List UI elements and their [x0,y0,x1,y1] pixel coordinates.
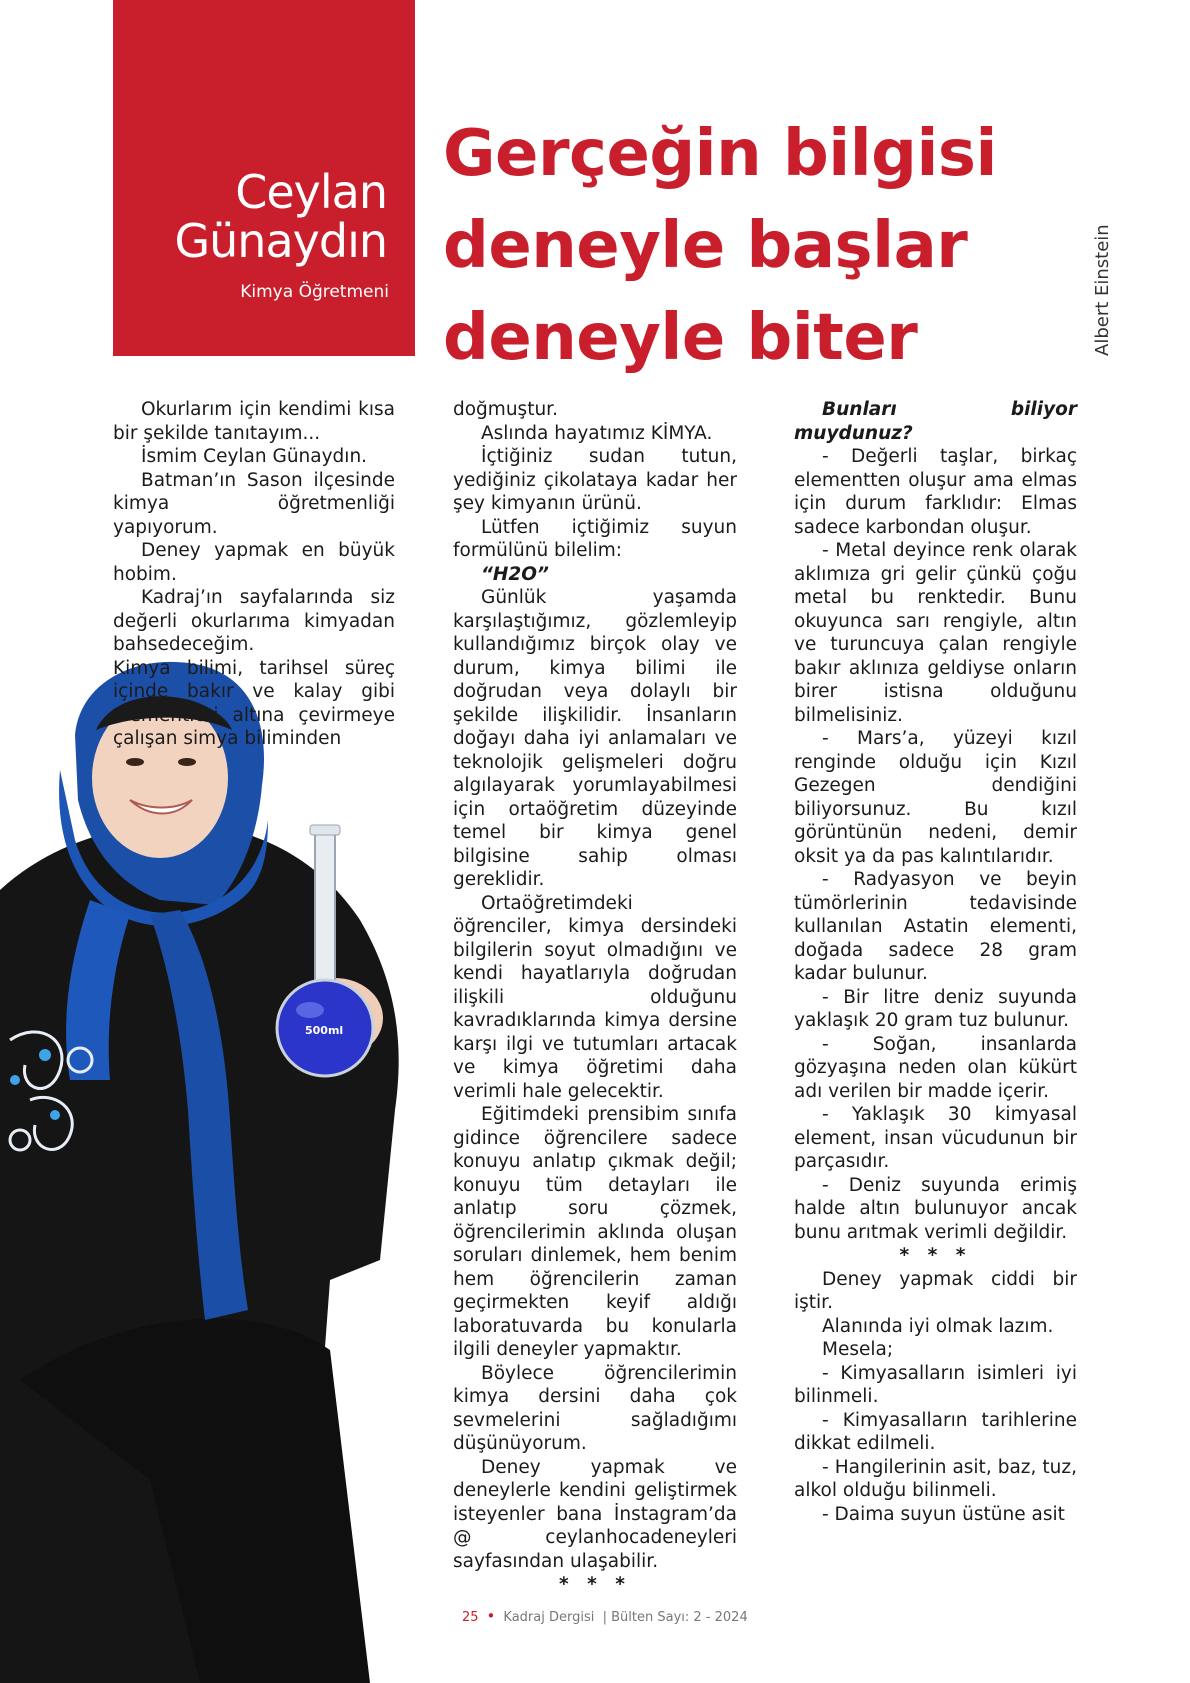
col3-p12: - Kimyasalların isimleri iyi bilinmeli. [794,1362,1077,1407]
col3-p5: - Bir litre deniz suyunda yaklaşık 20 gram tuz bulunur. [794,986,1077,1031]
col3-p9: Deney yapmak ciddi bir iştir. [794,1268,1077,1313]
col2-p8: Eğitimdeki prensibim sınıfa gidince öğrencilere sadece konuyu anlatıp çıkmak değil; konuyu tüm detayları ile anlatıp soru çözmek, öğrencilerimin aklında oluşan soruları dinlemek, hem benim hem öğrencilerin zaman geçirmekten keyif aldığı laboratuvarda bu konularla ilgili deneyler yapmaktır. [453,1104,737,1360]
author-last-name: Günaydın [174,214,387,268]
col3-p6: - Soğan, insanlarda gözyaşına neden olan kükürt adı verilen bir madde içerir. [794,1033,1077,1102]
author-role: Kimya Öğretmeni [240,282,389,302]
page-number: 25 [462,1610,479,1625]
col3-separator: * * * [899,1245,972,1266]
col3-p11: Mesela; [822,1339,894,1360]
col2-p7: Ortaöğretimdeki öğrenciler, kimya dersindeki bilgilerin soyut olmadığını ve kendi hayatlarıyla doğrudan ilişkili olduğunu kavradıklarında kimya dersine karşı ilgi ve tutumları artacak ve kimya öğretimi daha verimli hale gelecektir. [453,892,737,1102]
col3-heading: Bunları biliyor muydunuz? [794,399,1077,444]
col1-p1: Okurlarım için kendimi kısa bir şekilde tanıtayım... [113,399,395,444]
magazine-name: Kadraj Dergisi [503,1610,595,1625]
column-1 [113,398,395,751]
headline-line-3: deneyle biter [443,301,918,375]
col2-p9: Böylece öğrencilerimin kimya dersini daha çok sevmelerini sağladığımı düşünüyorum. [453,1362,737,1454]
author-name [174,165,388,268]
column-3 [794,398,1077,1526]
col2-p1: doğmuştur. [453,399,558,420]
col2-separator: * * * [559,1574,631,1595]
col2-formula: “H2O” [481,563,549,585]
col2-p4: Lütfen içtiğimiz suyun formülünü bilelim: [453,516,737,561]
col2-p10: Deney yapmak ve deneylerle kendini geliştirmek isteyenler bana İnstagram’da @ ceylanhocadeneyleri sayfasından ulaşabilir. [453,1456,737,1572]
article-headline [443,108,997,384]
col1-p4: Deney yapmak en büyük hobim. [113,540,395,585]
col2-p6: Günlük yaşamda karşılaştığımız, gözlemleyip kullandığımız birçok olay ve durum, kimya bilimi ile doğrudan veya dolaylı bir şekilde ilişkilidir. İnsanların doğayı daha iyi anlamaları ve teknolojik gelişmeleri doğru algılayarak yorumlayabilmesi için ortaöğretim düzeyinde temel bir kimya genel bilgisine sahip olması gereklidir. [453,587,737,890]
flask-neck [315,830,335,1000]
col2-p2: Aslında hayatımız KİMYA. [481,422,713,444]
author-first-name: Ceylan [235,165,387,219]
col3-p7: - Yaklaşık 30 kimyasal element, insan vücudunun bir parçasıdır. [794,1104,1077,1172]
col3-p4: - Radyasyon ve beyin tümörlerinin tedavisinde kullanılan Astatin elementi, doğada sadece 28 gram kadar bulunur. [794,869,1077,984]
col1-p5: Kadraj’ın sayfalarında siz değerli okurlarıma kimyadan bahsedeceğim. [113,587,395,655]
quote-source: Albert Einstein [1092,224,1113,356]
col3-p15: - Daima suyun üstüne asit [822,1503,1065,1525]
col1-p6: Kimya bilimi, tarihsel süreç içinde bakır ve kalay gibi elementleri altına çevirmeye çalışan simya biliminden [113,657,395,749]
col1-p2: İsmim Ceylan Günaydın. [141,446,368,467]
headline-line-2: deneyle başlar [443,209,968,283]
col3-p3: - Mars’a, yüzeyi kızıl renginde olduğu için Kızıl Gezegen dendiğini biliyorsunuz. Bu kızıl görüntünün nedeni, demir oksit ya da pas kalıntılarıdır. [794,728,1077,867]
col1-p3: Batman’ın Sason ilçesinde kimya öğretmenliği yapıyorum. [113,469,395,538]
col3-p8: - Deniz suyunda erimiş halde altın bulunuyor ancak bunu arıtmak verimli değildir. [794,1174,1077,1243]
col3-p2: - Metal deyince renk olarak aklımıza gri gelir çünkü çoğu metal bu renktedir. Bunu okuyunca sarı rengiyle, altın ve turuncuya çalan rengiyle bakır aklınıza geldiyse onların birer istisna olduğunu bilmelisiniz. [794,540,1077,726]
column-2 [453,398,737,1597]
footer-dot-icon: • [486,1607,496,1625]
flask-label: 500ml [305,1024,344,1037]
col3-p14: - Hangilerinin asit, baz, tuz, alkol olduğu bilinmeli. [794,1456,1077,1501]
col2-p3: İçtiğiniz sudan tutun, yediğiniz çikolataya kadar her şey kimyanın ürünü. [453,446,737,514]
headline-line-1: Gerçeğin bilgisi [443,117,997,191]
col3-p13: - Kimyasalların tarihlerine dikkat edilmeli. [794,1409,1077,1454]
issue-info: | Bülten Sayı: 2 - 2024 [602,1610,748,1625]
author-photo [0,660,460,1683]
col3-p1: - Değerli taşlar, birkaç elementten oluşur ama elmas için durum farklıdır: Elmas sadece karbondan oluşur. [794,446,1077,538]
author-banner [113,0,415,356]
col3-p10: Alanında iyi olmak lazım. [822,1315,1054,1337]
page-footer [462,1607,748,1625]
